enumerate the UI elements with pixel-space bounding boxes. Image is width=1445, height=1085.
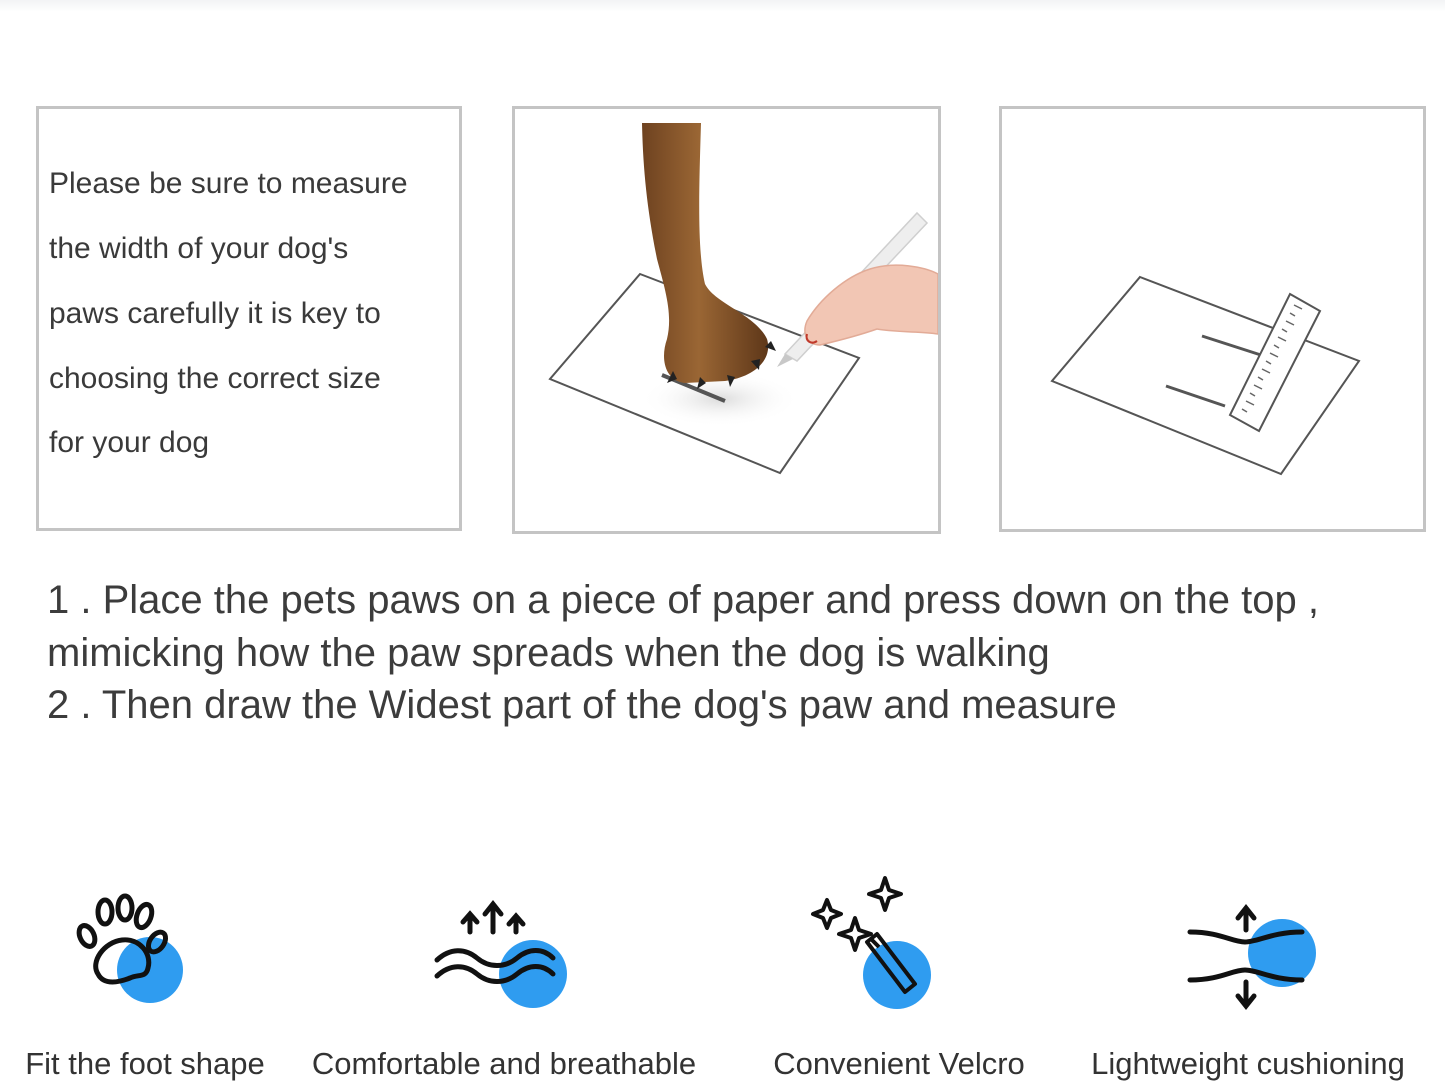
magic-wand-icon [805, 870, 955, 1020]
measure-tip-panel [36, 106, 462, 531]
feature-label-velcro: Convenient Velcro [773, 1046, 1025, 1081]
top-shadow [0, 0, 1445, 12]
tip-line: the width of your dog's [49, 232, 349, 265]
paw-print-icon [60, 870, 210, 1020]
measuring-instructions [47, 574, 1427, 732]
paw-on-paper-illustration [512, 106, 941, 534]
paw-drawing-image [515, 109, 938, 531]
tip-line: for your dog [49, 426, 210, 459]
ruler-drawing-image [1002, 109, 1423, 529]
instruction-line: 2 . Then draw the Widest part of the dog's paw and measure [47, 683, 1117, 727]
feature-label-cushioning: Lightweight cushioning [1091, 1046, 1405, 1081]
tip-line: Please be sure to measure [49, 167, 408, 200]
ruler-measure-illustration [999, 106, 1426, 532]
hand [805, 265, 938, 345]
compression-arrows-icon [1180, 870, 1330, 1020]
airflow-waves-icon [425, 870, 575, 1020]
instruction-line: 1 . Place the pets paws on a piece of paper and press down on the top , [47, 578, 1319, 622]
instruction-line: mimicking how the paw spreads when the dog is walking [47, 630, 1050, 675]
feature-label-breathable: Comfortable and breathable [311, 1046, 697, 1081]
tip-line: paws carefully it is key to [49, 297, 381, 330]
tip-line: choosing the correct size [49, 362, 381, 395]
feature-label-fit: Fit the foot shape [25, 1046, 265, 1081]
